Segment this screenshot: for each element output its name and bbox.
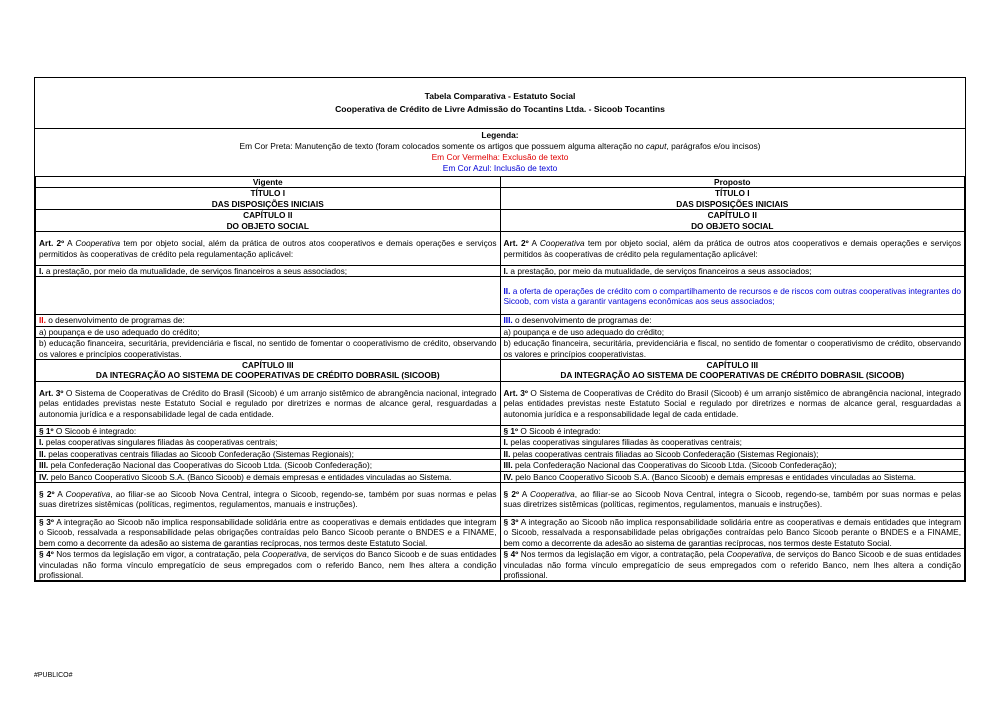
table-row (36, 338, 965, 360)
column-header-proposto: Proposto (500, 177, 965, 188)
table-row (36, 460, 965, 471)
empty-cell (36, 277, 501, 315)
inciso-cell: I. a prestação, por meio da mutualidade, de serviços financeiros a seus associados; (500, 266, 965, 277)
paragraph-cell: § 3º A integração ao Sicoob não implica responsabilidade solidária entre as cooperativas e demais entidades que integram o Sicoob, ressalvada a responsabilidade pelas obrigações contraídas pelo Banco Sicoob perante o BNDES e a FINAME, bem como a decorrente da adesão ao sistema de garantias recíprocas, nos termos deste Estatuto Social. (36, 516, 501, 548)
inciso-cell: III. pela Confederação Nacional das Cooperativas do Sicoob Ltda. (Sicoob Confederação); (500, 460, 965, 471)
legend-heading: Legenda: (481, 130, 519, 140)
inciso-cell: III. pela Confederação Nacional das Cooperativas do Sicoob Ltda. (Sicoob Confederação); (36, 460, 501, 471)
article-cell: Art. 2º A Cooperativa tem por objeto social, além da prática de outros atos cooperativos e demais operações e serviços permitidos às cooperativas de crédito pela regulamentação aplicável: (36, 232, 501, 266)
article-cell: Art. 2º A Cooperativa tem por objeto social, além da prática de outros atos cooperativos e demais operações e serviços permitidos às cooperativas de crédito pela regulamentação aplicável: (500, 232, 965, 266)
table-row (36, 425, 965, 436)
inserted-inciso-cell: II. a oferta de operações de crédito com o compartilhamento de recursos e de riscos com outras cooperativas integrantes do Sicoob, com vista a garantir vantagens econômicas aos seus associados; (500, 277, 965, 315)
heading-titulo: TÍTULO I DAS DISPOSIÇÕES INICIAIS (36, 188, 501, 210)
table-row (36, 277, 965, 315)
alinea-cell: b) educação financeira, securitária, previdenciária e fiscal, no sentido de fomentar o cooperativismo de crédito, observando os valores e princípios cooperativistas. (500, 338, 965, 360)
table-row (36, 381, 965, 425)
paragraph-cell: § 2º A Cooperativa, ao filiar-se ao Sicoob Nova Central, integra o Sicoob, regendo-se, também por suas normas e pelas suas diretrizes sistêmicas (políticas, regimentos, regulamentos, manuais e instruções). (500, 482, 965, 516)
table-row (36, 482, 965, 516)
paragraph-cell: § 1º O Sicoob é integrado: (500, 425, 965, 436)
table-row (36, 210, 965, 232)
heading-capitulo: CAPÍTULO II DO OBJETO SOCIAL (36, 210, 501, 232)
classification-footer: #PUBLICO# (34, 672, 73, 679)
paragraph-cell: § 4º Nos termos da legislação em vigor, a contratação, pela Cooperativa, de serviços do Banco Sicoob e de suas entidades vinculadas não forma vínculo empregatício de seus empregados com o referido Banco, nem lhes altera a condição profissional. (500, 549, 965, 581)
inciso-cell: II. pelas cooperativas centrais filiadas ao Sicoob Confederação (Sistemas Regionais); (500, 448, 965, 459)
paragraph-cell: § 4º Nos termos da legislação em vigor, a contratação, pela Cooperativa, de serviços do Banco Sicoob e de suas entidades vinculadas não forma vínculo empregatício de seus empregados com o referido Banco, nem lhes altera a condição profissional. (36, 549, 501, 581)
table-row (36, 437, 965, 448)
legend-red: Em Cor Vermelha: Exclusão de texto (431, 152, 569, 162)
table-row (36, 360, 965, 382)
comparison-document (34, 77, 966, 582)
legend-blue: Em Cor Azul: Inclusão de texto (442, 163, 558, 173)
heading-capitulo: CAPÍTULO III DA INTEGRAÇÃO AO SISTEMA DE COOPERATIVAS DE CRÉDITO DOBRASIL (SICOOB) (500, 360, 965, 382)
inciso-cell: I. pelas cooperativas singulares filiadas às cooperativas centrais; (36, 437, 501, 448)
comparison-table (35, 176, 965, 581)
alinea-cell: a) poupança e de uso adequado do crédito; (36, 326, 501, 337)
alinea-cell: a) poupança e de uso adequado do crédito; (500, 326, 965, 337)
paragraph-cell: § 1º O Sicoob é integrado: (36, 425, 501, 436)
table-row (36, 516, 965, 548)
inciso-cell: I. pelas cooperativas singulares filiadas às cooperativas centrais; (500, 437, 965, 448)
article-cell: Art. 3º O Sistema de Cooperativas de Crédito do Brasil (Sicoob) é um arranjo sistêmico de abrangência nacional, integrado pelas entidades previstas neste Estatuto Social e regulado por diretrizes e normas de alcance geral, resguardadas a autonomia jurídica e a responsabilidade legal de cada entidade. (36, 381, 501, 425)
heading-capitulo: CAPÍTULO III DA INTEGRAÇÃO AO SISTEMA DE COOPERATIVAS DE CRÉDITO DOBRASIL (SICOOB) (36, 360, 501, 382)
legend (35, 129, 965, 176)
table-row (36, 266, 965, 277)
paragraph-cell: § 3º A integração ao Sicoob não implica responsabilidade solidária entre as cooperativas e demais entidades que integram o Sicoob, ressalvada a responsabilidade pelas obrigações contraídas pelo Banco Sicoob perante o BNDES e a FINAME, bem como a decorrente da adesão ao sistema de garantias recíprocas, nos termos deste Estatuto Social. (500, 516, 965, 548)
heading-capitulo: CAPÍTULO II DO OBJETO SOCIAL (500, 210, 965, 232)
inciso-cell: II. o desenvolvimento de programas de: (36, 315, 501, 326)
table-header-row (36, 177, 965, 188)
table-row (36, 315, 965, 326)
inciso-cell: IV. pelo Banco Cooperativo Sicoob S.A. (Banco Sicoob) e demais empresas e entidades vinculadas ao Sistema. (500, 471, 965, 482)
inciso-cell: I. a prestação, por meio da mutualidade, de serviços financeiros a seus associados; (36, 266, 501, 277)
title-line-1: Tabela Comparativa - Estatuto Social (424, 91, 576, 101)
document-title (35, 78, 965, 129)
title-line-2: Cooperativa de Crédito de Livre Admissão do Tocantins Ltda. - Sicoob Tocantins (335, 104, 665, 114)
inciso-cell: III. o desenvolvimento de programas de: (500, 315, 965, 326)
alinea-cell: b) educação financeira, securitária, previdenciária e fiscal, no sentido de fomentar o cooperativismo de crédito, observando os valores e princípios cooperativistas. (36, 338, 501, 360)
article-cell: Art. 3º O Sistema de Cooperativas de Crédito do Brasil (Sicoob) é um arranjo sistêmico de abrangência nacional, integrado pelas entidades previstas neste Estatuto Social e regulado por diretrizes e normas de alcance geral, resguardadas a autonomia jurídica e a responsabilidade legal de cada entidade. (500, 381, 965, 425)
table-row (36, 188, 965, 210)
table-row (36, 471, 965, 482)
legend-black: Em Cor Preta: Manutenção de texto (foram colocados somente os artigos que possuem alguma alteração no caput, parágrafos e/ou incisos) (239, 141, 761, 151)
paragraph-cell: § 2º A Cooperativa, ao filiar-se ao Sicoob Nova Central, integra o Sicoob, regendo-se, também por suas normas e pelas suas diretrizes sistêmicas (políticas, regimentos, regulamentos, manuais e instruções). (36, 482, 501, 516)
table-row (36, 549, 965, 581)
table-row (36, 326, 965, 337)
table-row (36, 448, 965, 459)
inciso-cell: IV. pelo Banco Cooperativo Sicoob S.A. (Banco Sicoob) e demais empresas e entidades vinculadas ao Sistema. (36, 471, 501, 482)
table-row (36, 232, 965, 266)
heading-titulo: TÍTULO I DAS DISPOSIÇÕES INICIAIS (500, 188, 965, 210)
inciso-cell: II. pelas cooperativas centrais filiadas ao Sicoob Confederação (Sistemas Regionais); (36, 448, 501, 459)
column-header-vigente: Vigente (36, 177, 501, 188)
